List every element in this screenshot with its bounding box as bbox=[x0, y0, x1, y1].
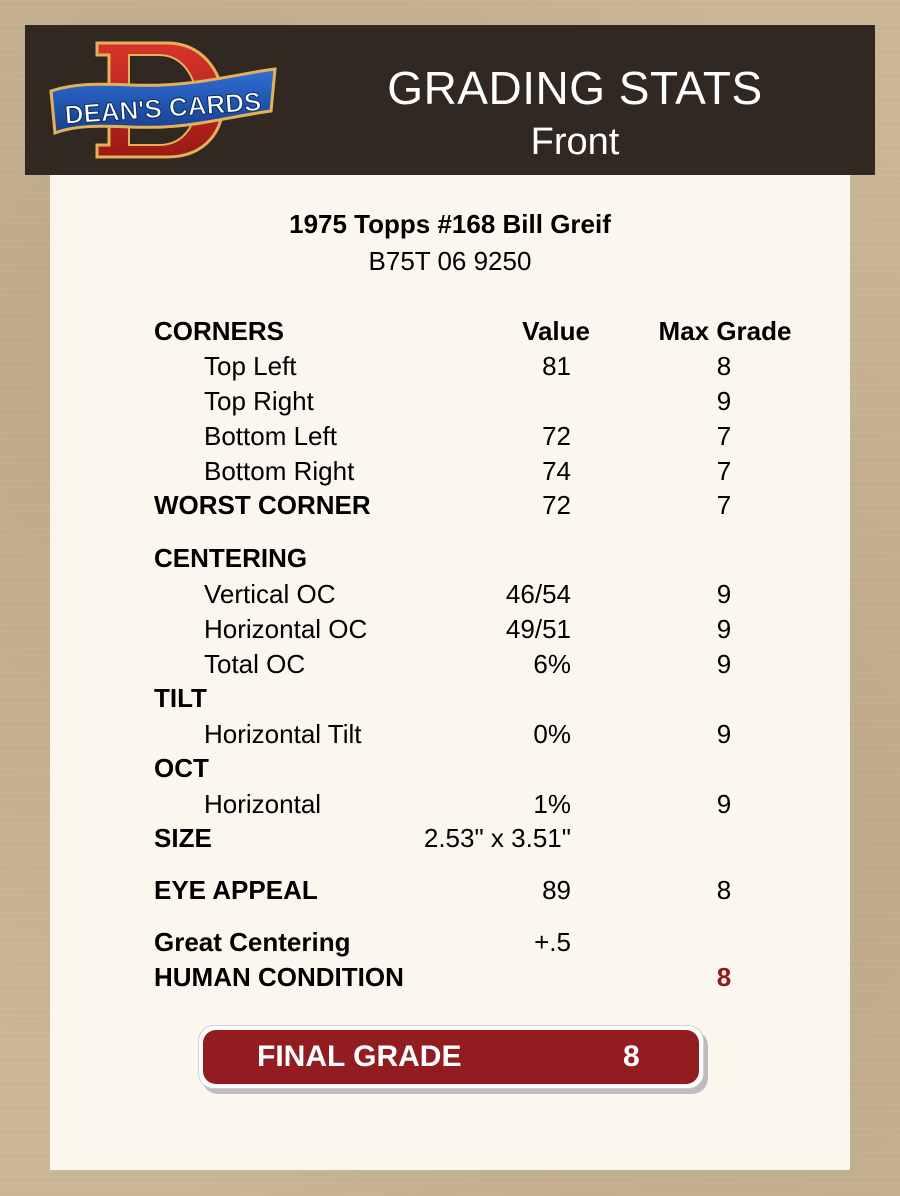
tilt-header-row bbox=[50, 683, 850, 717]
grading-panel bbox=[50, 175, 850, 1170]
size-label: SIZE bbox=[154, 823, 212, 853]
card-cert-number: B75T 06 9250 bbox=[368, 246, 532, 276]
row-label: WORST CORNER bbox=[154, 490, 371, 520]
logo-text: DEAN'S CARDS bbox=[63, 86, 263, 130]
deans-cards-logo bbox=[47, 39, 279, 161]
card-title: 1975 Topps #168 Bill Greif bbox=[289, 209, 611, 239]
size-row bbox=[50, 823, 850, 857]
human-condition-label: HUMAN CONDITION bbox=[154, 962, 404, 992]
eye-appeal-row: EYE APPEAL 89 8 bbox=[154, 875, 732, 905]
total-oc-row: Total OC 6% 9 bbox=[204, 649, 732, 679]
oct-horizontal-row: Horizontal 1% 9 bbox=[204, 789, 732, 819]
corner-top-left-row: Top Left 81 8 bbox=[204, 351, 732, 381]
row-label: Horizontal bbox=[204, 789, 322, 819]
row-value: 0% bbox=[533, 719, 571, 749]
eye-appeal-value: 89 bbox=[542, 875, 571, 905]
worst-corner-row: WORST CORNER 72 7 bbox=[154, 490, 732, 520]
row-value: 46/54 bbox=[505, 579, 571, 609]
header-bar bbox=[25, 25, 875, 175]
row-value: 1% bbox=[533, 789, 571, 819]
row-label: Top Right bbox=[204, 386, 314, 416]
eye-appeal-label: EYE APPEAL bbox=[154, 875, 318, 905]
row-value: 81 bbox=[542, 351, 571, 381]
great-centering-row bbox=[50, 927, 850, 961]
row-value: 49/51 bbox=[505, 614, 571, 644]
tilt-label: TILT bbox=[154, 683, 207, 713]
value-column-header: Value bbox=[522, 316, 590, 346]
corners-header-row: CORNERS Value Max Grade bbox=[154, 316, 792, 346]
row-label: Vertical OC bbox=[204, 579, 336, 609]
final-grade-value: 8 bbox=[623, 1040, 640, 1073]
page-subtitle: Front bbox=[530, 121, 620, 163]
size-value: 2.53" x 3.51" bbox=[423, 823, 571, 853]
centering-header-row bbox=[50, 543, 850, 577]
page-title: GRADING STATS bbox=[387, 62, 763, 114]
vertical-oc-row: Vertical OC 46/54 9 bbox=[204, 579, 732, 609]
row-label: Horizontal Tilt bbox=[204, 719, 362, 749]
row-label: Bottom Left bbox=[204, 421, 337, 451]
oct-label: OCT bbox=[154, 753, 209, 783]
row-label: Bottom Right bbox=[204, 456, 355, 486]
row-label: Top Left bbox=[204, 351, 297, 381]
great-centering-label: Great Centering bbox=[154, 927, 351, 957]
corner-top-right-row: Top Right 9 bbox=[204, 386, 732, 416]
great-centering-value: +.5 bbox=[534, 927, 571, 957]
corner-bottom-right-row: Bottom Right 74 7 bbox=[204, 456, 732, 486]
row-value: 74 bbox=[542, 456, 571, 486]
row-label: Horizontal OC bbox=[204, 614, 368, 644]
row-value: 72 bbox=[542, 490, 571, 520]
final-grade-bar bbox=[203, 1030, 699, 1084]
final-grade-label: FINAL GRADE bbox=[257, 1040, 462, 1073]
horizontal-tilt-row: Horizontal Tilt 0% 9 bbox=[204, 719, 732, 749]
human-condition-row: HUMAN CONDITION 8 bbox=[154, 962, 732, 992]
final-grade-badge bbox=[198, 1025, 704, 1089]
corner-bottom-left-row: Bottom Left 72 7 bbox=[204, 421, 732, 451]
horizontal-oc-row: Horizontal OC 49/51 9 bbox=[204, 614, 732, 644]
row-value: 6% bbox=[533, 649, 571, 679]
oct-header-row bbox=[50, 753, 850, 787]
corners-label: CORNERS bbox=[154, 316, 285, 346]
centering-label: CENTERING bbox=[154, 543, 308, 573]
row-label: Total OC bbox=[204, 649, 306, 679]
row-value: 72 bbox=[542, 421, 571, 451]
